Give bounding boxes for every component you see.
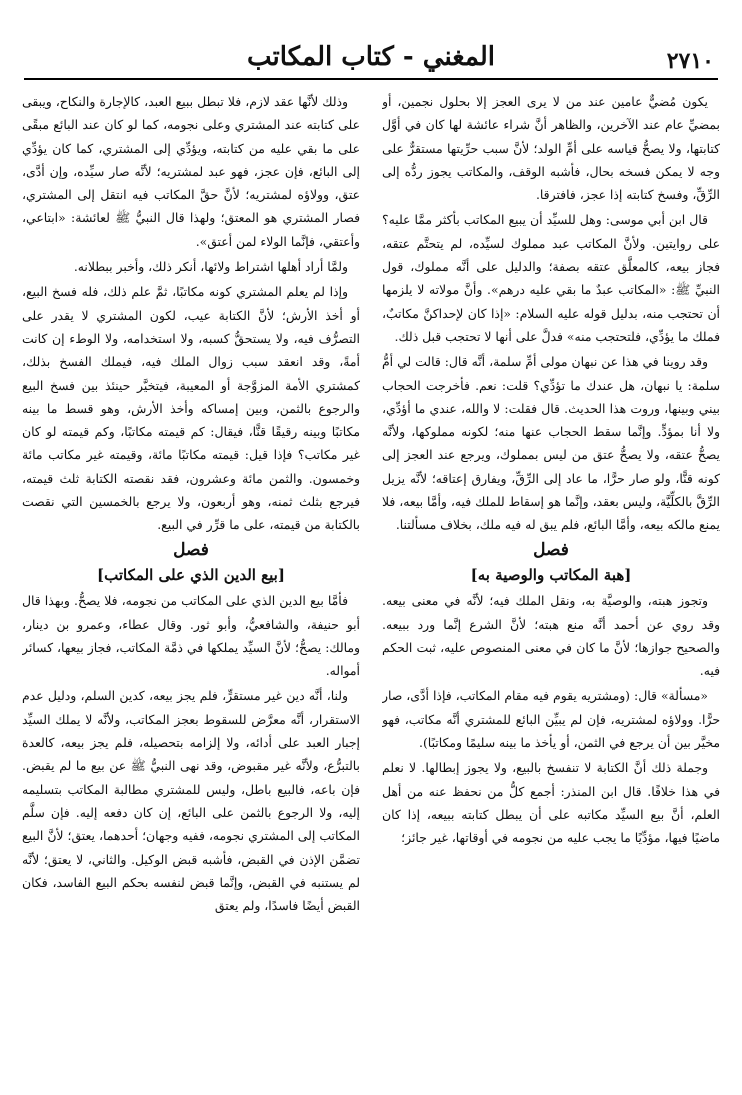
section-subheading: [بيع الدين الذي على المكاتب] (97, 565, 285, 584)
left-column (22, 90, 360, 919)
paragraph: وإذا لم يعلم المشتري كونه مكاتبًا، ثمَّ علم ذلك، فله فسخ البيع، أو أخذ الأرش؛ لأنَّ الكتابة عيب، لكون المشتري لا يقدر على التصرُّف فيه، ولا يستحقُّ كسبه، ولا استخدامه، ولا الوطء إن كانت أمةً، وقد انعقد سبب زوال الملك فيه، فيملك الفسخ بذلك، كمشتري الأمة المزوَّجة أو المعيبة، فيتخيَّر حينئذ بين فسخ البيع والرجوع بالثمن، وبين إمساكه وأخذ الأرش، وهو قسط ما بينه مكاتبًا وبينه رقيقًا قنًّا، فيقال: كم قيمته مكاتبًا، وكم قيمته لو كان غير مكاتب؟ فإذا قيل: قيمته مكاتبًا مائة، وقيمته غير مكاتب مائة وخمسون. والثمن مائة وعشرون، فقد نقصته الكتابة ثلث قيمته، فيرجع بثلث ثمنه، وهو أربعون، ولا يرجع بالخمسين التي نقصت بالكتابة من قيمته، على ما قرِّر في البيع. (22, 284, 360, 533)
page-number: ٢٧١٠ (666, 48, 714, 74)
paragraph: وقد روينا في هذا عن نبهان مولى أمِّ سلمة، أنَّه قال: قالت لي أمُّ سلمة: يا نبهان، هل عندك ما تؤدِّي؟ قلت: نعم. فأخرجت الحجاب بيني وبينها، وروت هذا الحديث. قال فقلت: لا والله، عندي ما أؤدِّي، ولا أنا بمؤدٍّ. وإنَّما سقط الحجاب عنها منه؛ لكونه مملوكها، ولأنَّه يصحُّ عتقه، ولا يصحُّ عتق من ليس بمملوك، ويرجع عند العجز إلى كونه قنًّا، ولو صار حرًّا، ما عاد إلى الرِّقِّ، ويفارق إعتاقه؛ لأنَّه يزيل الرِّقَّ بالكلِّيَّة، وليس بعقد، وإنَّما هو إسقاط للملك فيه، وأمَّا بيعه، فلا يمنع مالكه بيعه، وأمَّا البائع، فلم يبق له فيه ملك، بخلاف مسألتنا. (382, 354, 720, 533)
paragraph: وذلك لأنَّها عقد لازم، فلا تبطل ببيع العبد، كالإجارة والنكاح، ويبقى على كتابته عند المشتري وعلى نجومه، كما لو كان عند البائع مبقًى على ما بقي عليه من كتابته، ويؤدِّي إلى المشتري، كما كان يؤدِّي إلى البائع، فإن عجز، فهو عبد لمشتريه؛ لأنَّه صار سيِّده، وإن أدَّى، عتق، وولاؤه لمشتريه؛ لأنَّ حقَّ المكاتب فيه انتقل إلى المشتري، فصار المشتري هو المعتق؛ ولهذا قال النبيُّ ﷺ لعائشة: «ابتاعي، وأعتقي، فإنَّما الولاء لمن أعتق». (22, 94, 360, 249)
header-rule (24, 78, 718, 80)
paragraph: وتجوز هبته، والوصيَّة به، ونقل الملك فيه؛ لأنَّه في معنى بيعه. وقد روي عن أحمد أنَّه منع هبته؛ لأنَّ الشرع إنَّما ورد ببيعه. والصحيح جوازها؛ لأنَّ ما كان في معنى المنصوص عليه، ثبت الحكم فيه. (382, 593, 720, 679)
running-title: المغني - كتاب المكاتب (246, 42, 496, 72)
right-column (382, 90, 720, 852)
paragraph: وجملة ذلك أنَّ الكتابة لا تنفسخ بالبيع، ولا يجوز إبطالها. لا نعلم في هذا خلافًا. قال ابن المنذر: أجمع كلُّ من نحفظ عنه من أهل العلم، أنَّ بيع السيِّد مكاتبه على أن يبطل كتابته ببيعه، إذا كان ماضيًا فيها، مؤدِّيًا ما يجب عليه من نجومه في أوقاتها، غير جائز؛ (382, 760, 720, 846)
paragraph: فأمَّا بيع الدين الذي على المكاتب من نجومه، فلا يصحُّ. وبهذا قال أبو حنيفة، والشافعيُّ، وأبو ثور. وقال عطاء، وعمرو بن دينار، ومالك: يصحُّ؛ لأنَّ السيِّد يملكها في ذمَّة المكاتب، فجاز بيعها، كسائر أمواله. (22, 593, 360, 679)
paragraph: ولنا، أنَّه دين غير مستقرٍّ، فلم يجز بيعه، كدين السلم، ودليل عدم الاستقرار، أنَّه معرَّض للسقوط بعجز المكاتب، ولأنَّه لا يملك السيِّد إجبار العبد على أدائه، ولا إلزامه بتحصيله، فلم يجز بيعه، كالعدة بالتبرُّع، ولأنَّه غير مقبوض، وقد نهى النبيُّ ﷺ عن بيع ما لم يقبض. فإن باعه، فالبيع باطل، وليس للمشتري مطالبة المكاتب بتسليمه إليه، ولا الرجوع بالثمن على البائع، إن كان دفعه إليه. فإن سلَّم المكاتب إلى المشتري نجومه، ففيه وجهان؛ أحدهما، يعتق؛ لأنَّ البيع تضمَّن الإذن في القبض، فأشبه قبض الوكيل. والثاني، لا يعتق؛ لأنَّه لم يستنبه في القبض، وإنَّما قبض لنفسه بحكم البيع الفاسد، فكان القبض أيضًا فاسدًا، ولم يعتق (22, 688, 360, 914)
section-subheading: [هبة المكاتب والوصية به] (470, 565, 632, 584)
section-heading: فصل (173, 539, 209, 560)
paragraph: قال ابن أبي موسى: وهل للسيِّد أن يبيع المكاتب بأكثر ممَّا عليه؟ على روايتين. ولأنَّ المكاتب عبد مملوك لسيِّده، لم يتحتَّم عتقه، فجاز بيعه، كالمعلَّق عتقه بصفة؛ والدليل على أنَّه مملوك، قول النبيِّ ﷺ: «المكاتب عبدٌ ما بقي عليه درهم». وأنَّ مولاته لا يلزمها أن تحتجب منه، بدليل قوله عليه السلام: «إذا كان لإحداكنَّ مكاتبٌ، فملك ما يؤدِّي، فلتحتجب منه» فدلَّ على أنها لا تحتجب قبل ذلك. (382, 212, 720, 344)
section-heading: فصل (533, 539, 569, 560)
page-header (24, 40, 718, 76)
paragraph: يكون مُضيٌّ عامين عند من لا يرى العجز إلا بحلول نجمين، أو بمضيِّ عام عند الآخرين، والظاهر أنَّ شراء عائشة لها كان في أوَّل كتابتها، ولا يصحُّ قياسه على أمِّ الولد؛ لأنَّ سبب حرِّيتها مستقرٌّ على وجه لا يمكن فسخه بحال، فأشبه الوقف، والمكاتب يجوز ردُّه إلى الرِّقِّ، وفسخ كتابته إذا عجز، فافترقا. (382, 94, 720, 203)
paragraph: ولمَّا أراد أهلها اشتراط ولائها، أنكر ذلك، وأخبر ببطلانه. (73, 259, 348, 275)
paragraph: «مسألة» قال: (ومشتريه يقوم فيه مقام المكاتب، فإذا أدَّى، صار حرًّا. وولاؤه لمشتريه، فإن لم يبيِّن البائع للمشتري أنَّه مكاتب، فهو مخيَّر بين أن يرجع في الثمن، أو يأخذ ما بينه سليمًا ومكاتبًا). (382, 688, 720, 751)
